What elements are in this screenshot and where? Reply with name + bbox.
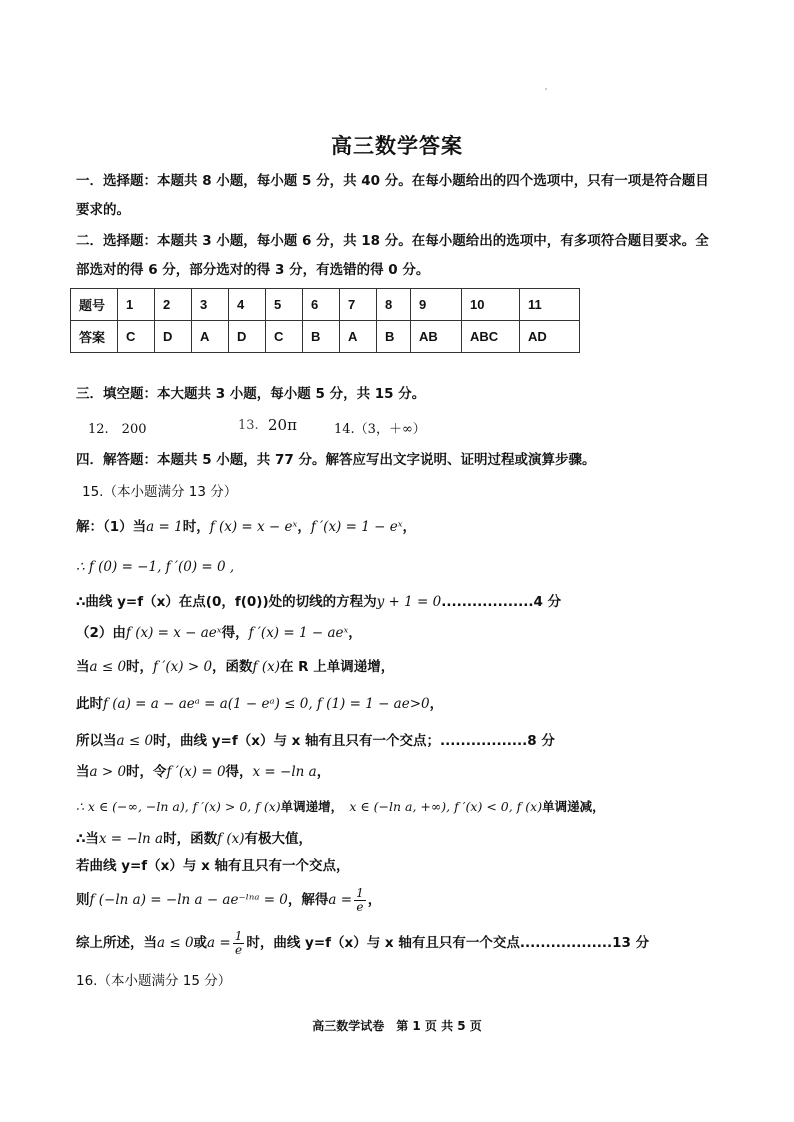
section-4-heading: 四．解答题：本题共 5 小题，共 77 分。解答应写出文字说明、证明过程或演算步骤。 — [76, 452, 596, 468]
answer-13-value: 20π — [268, 416, 297, 434]
table-cell-number: 1 — [118, 289, 155, 321]
section-2-line-1: 二．选择题：本题共 3 小题，每小题 6 分，共 18 分。在每小题给出的选项中，有多项符合题目要求。全 — [76, 233, 709, 249]
section-3-heading: 三．填空题：本大题共 3 小题，每小题 5 分，共 15 分。 — [76, 386, 426, 402]
q15-line-11: 若曲线 y=f（x）与 x 轴有且只有一个交点， — [76, 858, 350, 874]
table-cell-answer: B — [377, 321, 411, 353]
table-cell-answer: D — [229, 321, 266, 353]
answer-12: 12. 200 — [88, 422, 147, 437]
q15-line-12: 则f (−ln a) = −ln a − ae⁻ˡⁿᵃ = 0，解得a = $\frac{1}{e}$ ， — [76, 885, 382, 914]
table-cell-number: 5 — [266, 289, 303, 321]
section-1-line-2: 要求的。 — [76, 202, 130, 218]
table-cell-answer: A — [192, 321, 229, 353]
scan-speck — [545, 88, 547, 90]
q15-line-10: ∴当x = −ln a时，函数f (x)有极大值， — [76, 831, 313, 847]
table-cell-number: 10 — [462, 289, 520, 321]
table-cell-number: 6 — [303, 289, 340, 321]
q15-line-2: ∴ f (0) = −1, f ′(0) = 0 , — [76, 559, 235, 575]
table-row-answers — [71, 321, 580, 353]
table-cell-number: 7 — [340, 289, 377, 321]
table-cell-answer: AD — [520, 321, 580, 353]
table-row-numbers — [71, 289, 580, 321]
table-cell-number: 11 — [520, 289, 580, 321]
q16-title: 16.（本小题满分 15 分） — [76, 973, 232, 989]
q15-line-7: 所以当a ≤ 0时，曲线 y=f（x）与 x 轴有且只有一个交点；.................8 分 — [76, 733, 555, 749]
table-cell-number: 2 — [155, 289, 192, 321]
page-title: 高三数学答案 — [331, 133, 463, 158]
table-cell-answer: C — [118, 321, 155, 353]
section-1-line-1: 一．选择题：本题共 8 小题，每小题 5 分，共 40 分。在每小题给出的四个选项中，只有一项是符合题目 — [76, 173, 709, 189]
answer-13-label: 13. — [238, 418, 259, 433]
q15-line-9: ∴ x ∈ (−∞, −ln a), f ′(x) > 0, f (x)单调递增， x ∈ (−ln a, +∞), f ′(x) < 0, f (x)单调递减， — [76, 799, 605, 814]
answer-table — [70, 288, 580, 353]
table-cell-answer: C — [266, 321, 303, 353]
q15-line-8: 当a > 0时，令f ′(x) = 0得，x = −ln a， — [76, 764, 331, 780]
table-cell-answer: A — [340, 321, 377, 353]
table-cell-answer: AB — [411, 321, 462, 353]
table-cell-answer: ABC — [462, 321, 520, 353]
table-cell-answer: B — [303, 321, 340, 353]
table-answer-label: 答案 — [71, 321, 118, 353]
fraction-one-over-e: $\frac{1}{e}$ — [234, 928, 243, 957]
table-cell-number: 4 — [229, 289, 266, 321]
table-cell-number: 8 — [377, 289, 411, 321]
q15-title: 15.（本小题满分 13 分） — [82, 484, 238, 500]
q15-line-1: 解：（1）当a = 1时，f (x) = x − eˣ，f ′(x) = 1 − eˣ， — [76, 519, 416, 535]
section-2-line-2: 部选对的得 6 分，部分选对的得 3 分，有选错的得 0 分。 — [76, 262, 430, 278]
page-footer: 高三数学试卷 第 1 页 共 5 页 — [312, 1019, 482, 1033]
q15-line-5: 当a ≤ 0时，f ′(x) > 0，函数f (x)在 R 上单调递增， — [76, 659, 395, 675]
table-header-label: 题号 — [71, 289, 118, 321]
fraction-one-over-e: $\frac{1}{e}$ — [356, 885, 364, 914]
q15-line-13: 综上所述，当a ≤ 0或a = $\frac{1}{e}$ 时，曲线 y=f（x）与 x 轴有且只有一个交点..................13 分 — [76, 928, 650, 957]
q15-line-4: （2）由f (x) = x − aeˣ得，f ′(x) = 1 − aeˣ， — [76, 625, 362, 641]
answer-14: 14.（3，＋∞） — [334, 422, 426, 437]
q15-line-6: 此时f (a) = a − aeᵃ = a(1 − eᵃ) ≤ 0, f (1) = 1 − ae>0， — [76, 696, 444, 712]
table-cell-answer: D — [155, 321, 192, 353]
q15-line-3: ∴曲线 y=f（x）在点(0，f(0))处的切线的方程为y + 1 = 0..................4 分 — [76, 594, 562, 610]
table-cell-number: 3 — [192, 289, 229, 321]
table-cell-number: 9 — [411, 289, 462, 321]
